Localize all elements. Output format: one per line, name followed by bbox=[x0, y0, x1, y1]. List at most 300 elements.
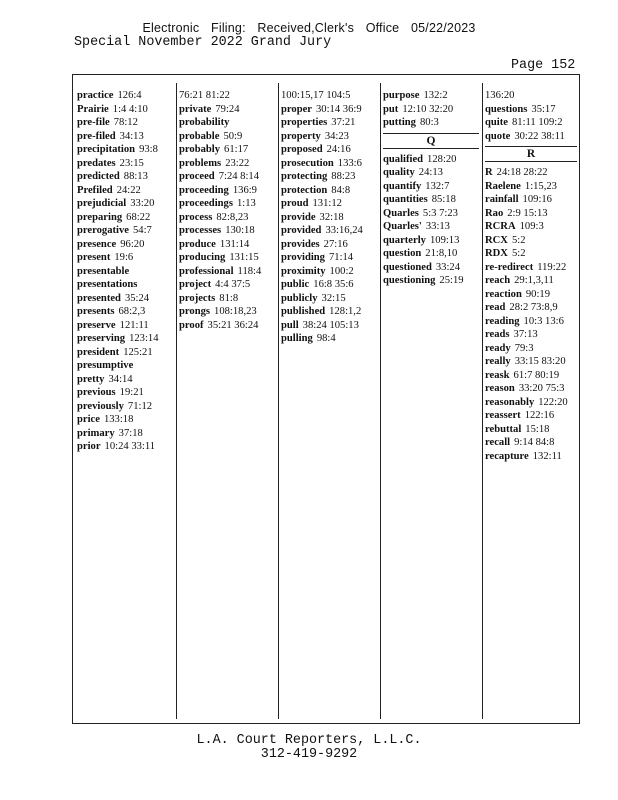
index-entry bbox=[179, 305, 274, 319]
page-line-refs: 68:22 bbox=[126, 211, 151, 223]
index-entry bbox=[383, 166, 479, 180]
page-line-refs: 126:4 bbox=[117, 90, 142, 101]
index-entry bbox=[485, 274, 577, 288]
page-line-refs: 12:10 32:20 bbox=[402, 103, 454, 115]
page-line-refs: 33:13 bbox=[425, 221, 450, 232]
index-term: probable bbox=[179, 130, 220, 142]
page-line-refs: 123:14 bbox=[129, 333, 159, 344]
index-entry bbox=[281, 143, 376, 157]
index-term: read bbox=[485, 302, 506, 313]
page-line-refs: 35:17 bbox=[531, 103, 556, 115]
page-line-refs: 34:23 bbox=[324, 130, 349, 142]
page-line-refs: 10:24 33:11 bbox=[104, 441, 156, 452]
index-entry bbox=[485, 180, 577, 194]
index-entry bbox=[179, 224, 274, 238]
index-term: rebuttal bbox=[485, 423, 522, 435]
index-term: presence bbox=[77, 238, 117, 250]
index-term: protecting bbox=[281, 171, 328, 182]
index-entry bbox=[77, 373, 172, 387]
page-line-refs: 130:18 bbox=[225, 225, 255, 236]
index-column-2 bbox=[179, 89, 274, 717]
index-term: predates bbox=[77, 157, 116, 169]
index-term: processes bbox=[179, 225, 222, 236]
index-entry bbox=[383, 153, 479, 167]
index-entry bbox=[485, 234, 577, 248]
index-term: reason bbox=[485, 383, 515, 394]
index-term: practice bbox=[77, 90, 114, 101]
index-term: presented bbox=[77, 292, 121, 304]
index-term: publicly bbox=[281, 292, 318, 304]
index-term: prejudicial bbox=[77, 198, 127, 209]
index-entry bbox=[383, 116, 479, 130]
page-line-refs: 50:9 bbox=[223, 130, 243, 142]
page-line-refs: 122:16 bbox=[524, 410, 555, 421]
index-term: proposed bbox=[281, 144, 323, 155]
index-column-1 bbox=[77, 89, 172, 717]
index-entry bbox=[485, 166, 577, 180]
page-line-refs: 23:15 bbox=[119, 157, 144, 169]
index-entry bbox=[77, 359, 172, 373]
page-line-refs: 32:18 bbox=[319, 211, 344, 223]
index-entry bbox=[281, 116, 376, 130]
index-term: project bbox=[179, 279, 212, 290]
index-entry bbox=[281, 224, 376, 238]
index-entry bbox=[383, 193, 479, 207]
index-entry bbox=[179, 103, 274, 117]
index-term: presumptive bbox=[77, 360, 134, 371]
index-term: private bbox=[179, 103, 212, 115]
page-line-refs: 2:9 15:13 bbox=[507, 207, 548, 219]
index-term: proof bbox=[179, 319, 204, 331]
index-term: probably bbox=[179, 144, 221, 155]
page-line-refs: 125:21 bbox=[123, 346, 153, 358]
reporter-name: L.A. Court Reporters, L.L.C. bbox=[196, 733, 422, 748]
index-term: put bbox=[383, 103, 399, 115]
index-term: pretty bbox=[77, 373, 105, 385]
index-entry bbox=[485, 355, 577, 369]
index-term: recall bbox=[485, 437, 511, 448]
page-line-refs: 33:20 bbox=[130, 198, 155, 209]
index-term: pull bbox=[281, 319, 299, 331]
index-entry bbox=[485, 315, 577, 329]
index-term: president bbox=[77, 346, 120, 358]
section-letter: R bbox=[485, 146, 577, 162]
index-term: proud bbox=[281, 198, 309, 209]
section-letter: Q bbox=[383, 133, 479, 149]
page-line-refs: 136:9 bbox=[232, 184, 257, 196]
index-term: quantities bbox=[383, 194, 428, 205]
index-entry bbox=[485, 193, 577, 207]
page-line-refs: 128:1,2 bbox=[329, 306, 362, 317]
index-entry bbox=[281, 197, 376, 211]
index-entry bbox=[281, 130, 376, 144]
column-divider bbox=[482, 83, 483, 719]
index-entry bbox=[179, 184, 274, 198]
index-entry bbox=[485, 247, 577, 261]
index-term: really bbox=[485, 356, 511, 367]
page-line-refs: 38:24 105:13 bbox=[302, 319, 359, 331]
index-term: produce bbox=[179, 238, 216, 250]
index-entry bbox=[485, 116, 577, 130]
page-line-refs: 30:22 38:11 bbox=[514, 130, 565, 142]
page-line-refs: 33:20 75:3 bbox=[518, 383, 565, 394]
index-term: prerogative bbox=[77, 225, 129, 236]
index-term: problems bbox=[179, 157, 222, 169]
page-line-refs: 16:8 35:6 bbox=[313, 279, 354, 290]
page-line-refs: 19:6 bbox=[114, 252, 134, 263]
index-term: previous bbox=[77, 387, 116, 398]
index-entry bbox=[77, 170, 172, 184]
index-term: protection bbox=[281, 184, 328, 196]
index-entry bbox=[383, 234, 479, 248]
index-entry bbox=[383, 274, 479, 288]
page-line-refs: 54:7 bbox=[132, 225, 152, 236]
index-entry bbox=[77, 211, 172, 225]
page-line-refs: 1:13 bbox=[236, 198, 256, 209]
index-entry bbox=[77, 157, 172, 171]
index-entry bbox=[179, 89, 274, 103]
index-entry bbox=[281, 251, 376, 265]
index-term: Quarles bbox=[383, 207, 419, 219]
index-entry bbox=[77, 224, 172, 238]
index-term: RDX bbox=[485, 248, 508, 259]
page-number: Page 152 bbox=[511, 58, 576, 73]
page-line-refs: 122:20 bbox=[538, 396, 568, 408]
index-term: properties bbox=[281, 117, 328, 128]
index-entry bbox=[77, 386, 172, 400]
index-entry bbox=[77, 427, 172, 441]
index-entry bbox=[179, 170, 274, 184]
index-entry bbox=[281, 184, 376, 198]
page-line-refs: 109:3 bbox=[519, 221, 544, 232]
index-term: reading bbox=[485, 315, 520, 327]
index-term: reask bbox=[485, 369, 510, 381]
page-line-refs: 80:3 bbox=[419, 117, 439, 128]
page-line-refs: 81:8 bbox=[219, 292, 239, 304]
index-entry bbox=[281, 170, 376, 184]
index-term: probability bbox=[179, 117, 230, 128]
index-entry bbox=[485, 89, 577, 103]
index-entry bbox=[281, 211, 376, 225]
page-line-refs: 27:16 bbox=[323, 238, 348, 250]
page-line-refs: 82:8,23 bbox=[216, 211, 249, 223]
page-line-refs: 109:13 bbox=[429, 234, 460, 246]
page-line-refs: 88:13 bbox=[123, 171, 148, 182]
index-term: prior bbox=[77, 441, 101, 452]
index-entry bbox=[383, 180, 479, 194]
page-line-refs: 121:11 bbox=[119, 319, 149, 331]
index-entry bbox=[77, 278, 172, 292]
index-term: professional bbox=[179, 265, 234, 277]
index-entry bbox=[485, 342, 577, 356]
index-entry bbox=[179, 143, 274, 157]
index-entry bbox=[281, 319, 376, 333]
index-entry bbox=[179, 197, 274, 211]
index-entry bbox=[485, 220, 577, 234]
index-entry bbox=[179, 116, 274, 130]
index-term: present bbox=[77, 252, 111, 263]
word-index-frame bbox=[72, 74, 580, 724]
index-entry bbox=[485, 130, 577, 144]
index-term: presents bbox=[77, 306, 115, 317]
index-entry bbox=[485, 207, 577, 221]
index-entry bbox=[281, 265, 376, 279]
page-line-refs: 23:22 bbox=[225, 157, 250, 169]
page-line-refs: 81:11 109:2 bbox=[511, 117, 563, 128]
index-term: reads bbox=[485, 329, 510, 340]
index-entry bbox=[383, 103, 479, 117]
page-line-refs: 119:22 bbox=[537, 261, 567, 273]
page-line-refs: 132:11 bbox=[532, 450, 562, 462]
index-entry bbox=[179, 265, 274, 279]
index-term: process bbox=[179, 211, 213, 223]
page-line-refs: 128:20 bbox=[427, 153, 457, 165]
index-term: questioned bbox=[383, 261, 432, 273]
page-line-refs: 131:15 bbox=[229, 252, 259, 263]
index-term: quality bbox=[383, 167, 415, 178]
index-entry bbox=[77, 332, 172, 346]
index-term: proceed bbox=[179, 171, 215, 182]
index-entry bbox=[77, 346, 172, 360]
page-line-refs: 96:20 bbox=[120, 238, 145, 250]
filing-stamp: Electronic Filing: Received,Clerk's Office 05/22/2023 bbox=[142, 21, 476, 35]
index-entry bbox=[179, 319, 274, 333]
index-term: projects bbox=[179, 292, 216, 304]
page-line-refs: 37:18 bbox=[118, 427, 143, 439]
index-term: pre-file bbox=[77, 117, 110, 128]
page-line-refs: 79:24 bbox=[215, 103, 240, 115]
page-line-refs: 100:2 bbox=[329, 265, 354, 277]
page-line-refs: 93:8 bbox=[139, 144, 158, 155]
page-line-refs: 71:14 bbox=[328, 252, 354, 263]
case-title: Special November 2022 Grand Jury bbox=[74, 35, 332, 50]
index-term: R bbox=[485, 167, 493, 178]
column-divider bbox=[176, 83, 177, 719]
column-divider bbox=[278, 83, 279, 719]
page-line-refs: 109:16 bbox=[522, 194, 552, 205]
index-entry bbox=[77, 103, 172, 117]
index-term: Prairie bbox=[77, 103, 109, 115]
page-line-refs: 71:12 bbox=[127, 400, 153, 412]
index-term: prosecution bbox=[281, 157, 334, 169]
index-term: predicted bbox=[77, 171, 120, 182]
page-line-refs: 29:1,3,11 bbox=[514, 275, 554, 286]
index-term: RCRA bbox=[485, 221, 516, 232]
page-line-refs: 37:13 bbox=[513, 329, 538, 340]
index-term: providing bbox=[281, 252, 325, 263]
index-entry bbox=[77, 400, 172, 414]
index-entry bbox=[179, 278, 274, 292]
index-entry bbox=[383, 247, 479, 261]
page-line-refs: 1:15,23 bbox=[524, 180, 557, 192]
page-line-refs: 24:16 bbox=[326, 144, 351, 155]
page-line-refs: 30:14 36:9 bbox=[316, 103, 362, 115]
page-line-refs: 37:21 bbox=[331, 117, 356, 128]
page-line-refs: 136:20 bbox=[485, 90, 515, 101]
index-entry bbox=[179, 157, 274, 171]
page-line-refs: 35:24 bbox=[124, 292, 150, 304]
page-line-refs: 24:18 28:22 bbox=[496, 167, 548, 178]
index-entry bbox=[485, 382, 577, 396]
index-term: preparing bbox=[77, 211, 123, 223]
index-entry bbox=[383, 220, 479, 234]
index-term: question bbox=[383, 248, 422, 259]
index-term: re-redirect bbox=[485, 261, 534, 273]
index-term: rainfall bbox=[485, 194, 519, 205]
index-entry bbox=[281, 103, 376, 117]
index-term: purpose bbox=[383, 90, 420, 101]
index-term: Quarles' bbox=[383, 221, 422, 232]
index-term: reasonably bbox=[485, 396, 535, 408]
page-line-refs: 85:18 bbox=[431, 194, 456, 205]
page-line-refs: 108:18,23 bbox=[214, 306, 257, 317]
index-entry bbox=[179, 238, 274, 252]
page-line-refs: 28:2 73:8,9 bbox=[509, 302, 558, 313]
index-entry bbox=[485, 409, 577, 423]
index-term: proper bbox=[281, 103, 312, 115]
index-entry bbox=[77, 305, 172, 319]
index-column-5 bbox=[485, 89, 577, 717]
page-line-refs: 35:21 36:24 bbox=[207, 319, 259, 331]
index-entry bbox=[485, 450, 577, 464]
page-line-refs: 61:17 bbox=[224, 144, 249, 155]
index-term: preserve bbox=[77, 319, 116, 331]
index-term: Prefiled bbox=[77, 184, 113, 196]
index-entry bbox=[179, 130, 274, 144]
page-line-refs: 90:19 bbox=[525, 288, 551, 300]
page-line-refs: 5:2 bbox=[511, 234, 526, 246]
index-term: precipitation bbox=[77, 144, 136, 155]
page-line-refs: 132:7 bbox=[425, 180, 450, 192]
index-entry bbox=[485, 301, 577, 315]
page-line-refs: 25:19 bbox=[439, 275, 464, 286]
index-term: quite bbox=[485, 117, 508, 128]
index-entry bbox=[281, 305, 376, 319]
index-term: questioning bbox=[383, 275, 436, 286]
index-term: proceeding bbox=[179, 184, 229, 196]
index-entry bbox=[383, 261, 479, 275]
index-entry bbox=[383, 89, 479, 103]
page-line-refs: 15:18 bbox=[525, 423, 550, 435]
index-column-4 bbox=[383, 89, 479, 717]
index-term: reach bbox=[485, 275, 511, 286]
index-entry bbox=[383, 207, 479, 221]
page-line-refs: 68:2,3 bbox=[118, 306, 146, 317]
index-entry bbox=[485, 288, 577, 302]
index-entry bbox=[281, 89, 376, 103]
page-line-refs: 19:21 bbox=[119, 387, 144, 398]
index-term: Raelene bbox=[485, 180, 521, 192]
index-term: price bbox=[77, 414, 100, 425]
index-term: qualified bbox=[383, 153, 424, 165]
index-term: presentations bbox=[77, 279, 138, 290]
index-term: quarterly bbox=[383, 234, 426, 246]
index-term: quote bbox=[485, 130, 511, 142]
page-line-refs: 131:14 bbox=[219, 238, 250, 250]
index-term: reaction bbox=[485, 288, 522, 300]
index-entry bbox=[77, 292, 172, 306]
page-line-refs: 21:8,10 bbox=[425, 248, 458, 259]
index-entry bbox=[485, 103, 577, 117]
page-line-refs: 131:12 bbox=[312, 198, 342, 209]
index-term: primary bbox=[77, 427, 115, 439]
index-entry bbox=[485, 396, 577, 410]
index-term: recapture bbox=[485, 450, 529, 462]
index-term: quantify bbox=[383, 180, 422, 192]
page-line-refs: 133:18 bbox=[103, 414, 134, 425]
index-term: previously bbox=[77, 400, 124, 412]
index-entry bbox=[485, 436, 577, 450]
index-term: proximity bbox=[281, 265, 326, 277]
page-line-refs: 78:12 bbox=[113, 117, 138, 128]
index-entry bbox=[485, 423, 577, 437]
index-entry bbox=[485, 369, 577, 383]
index-term: pulling bbox=[281, 333, 313, 344]
index-term: published bbox=[281, 306, 326, 317]
index-term: public bbox=[281, 279, 310, 290]
index-term: producing bbox=[179, 252, 226, 263]
index-term: provide bbox=[281, 211, 316, 223]
index-term: provides bbox=[281, 238, 320, 250]
index-entry bbox=[77, 89, 172, 103]
page-line-refs: 7:24 8:14 bbox=[218, 171, 260, 182]
page-line-refs: 98:4 bbox=[316, 333, 336, 344]
index-term: questions bbox=[485, 103, 528, 115]
index-term: pre-filed bbox=[77, 130, 116, 142]
page-line-refs: 9:14 84:8 bbox=[514, 437, 555, 448]
page-line-refs: 118:4 bbox=[237, 265, 262, 277]
page-line-refs: 5:2 bbox=[511, 248, 526, 259]
index-column-3 bbox=[281, 89, 376, 717]
index-term: putting bbox=[383, 117, 416, 128]
reporter-phone: 312-419-9292 bbox=[260, 747, 358, 762]
page-line-refs: 5:3 7:23 bbox=[422, 207, 458, 219]
index-term: Rao bbox=[485, 207, 504, 219]
index-entry bbox=[77, 238, 172, 252]
index-entry bbox=[281, 332, 376, 346]
index-entry bbox=[281, 292, 376, 306]
page-line-refs: 88:23 bbox=[331, 171, 356, 182]
index-entry bbox=[77, 197, 172, 211]
column-divider bbox=[380, 83, 381, 719]
index-entry bbox=[77, 440, 172, 454]
index-entry bbox=[77, 143, 172, 157]
index-entry bbox=[77, 130, 172, 144]
page-line-refs: 34:13 bbox=[119, 130, 144, 142]
index-entry bbox=[179, 251, 274, 265]
index-term: ready bbox=[485, 342, 511, 354]
index-term: presentable bbox=[77, 265, 130, 277]
index-entry bbox=[77, 413, 172, 427]
index-entry bbox=[281, 278, 376, 292]
page-line-refs: 132:2 bbox=[423, 90, 448, 101]
page-line-refs: 32:15 bbox=[321, 292, 346, 304]
index-entry bbox=[281, 238, 376, 252]
page-line-refs: 33:15 83:20 bbox=[514, 356, 566, 367]
index-term: reassert bbox=[485, 410, 521, 421]
page-line-refs: 34:14 bbox=[108, 373, 133, 385]
index-term: property bbox=[281, 130, 321, 142]
index-entry bbox=[485, 328, 577, 342]
page-line-refs: 24:22 bbox=[116, 184, 141, 196]
page-line-refs: 4:4 37:5 bbox=[215, 279, 251, 290]
page-line-refs: 61:7 80:19 bbox=[513, 369, 560, 381]
page-line-refs: 33:24 bbox=[435, 261, 461, 273]
page-line-refs: 133:6 bbox=[337, 157, 362, 169]
index-entry bbox=[485, 261, 577, 275]
index-entry bbox=[77, 251, 172, 265]
page-line-refs: 33:16,24 bbox=[325, 225, 363, 236]
